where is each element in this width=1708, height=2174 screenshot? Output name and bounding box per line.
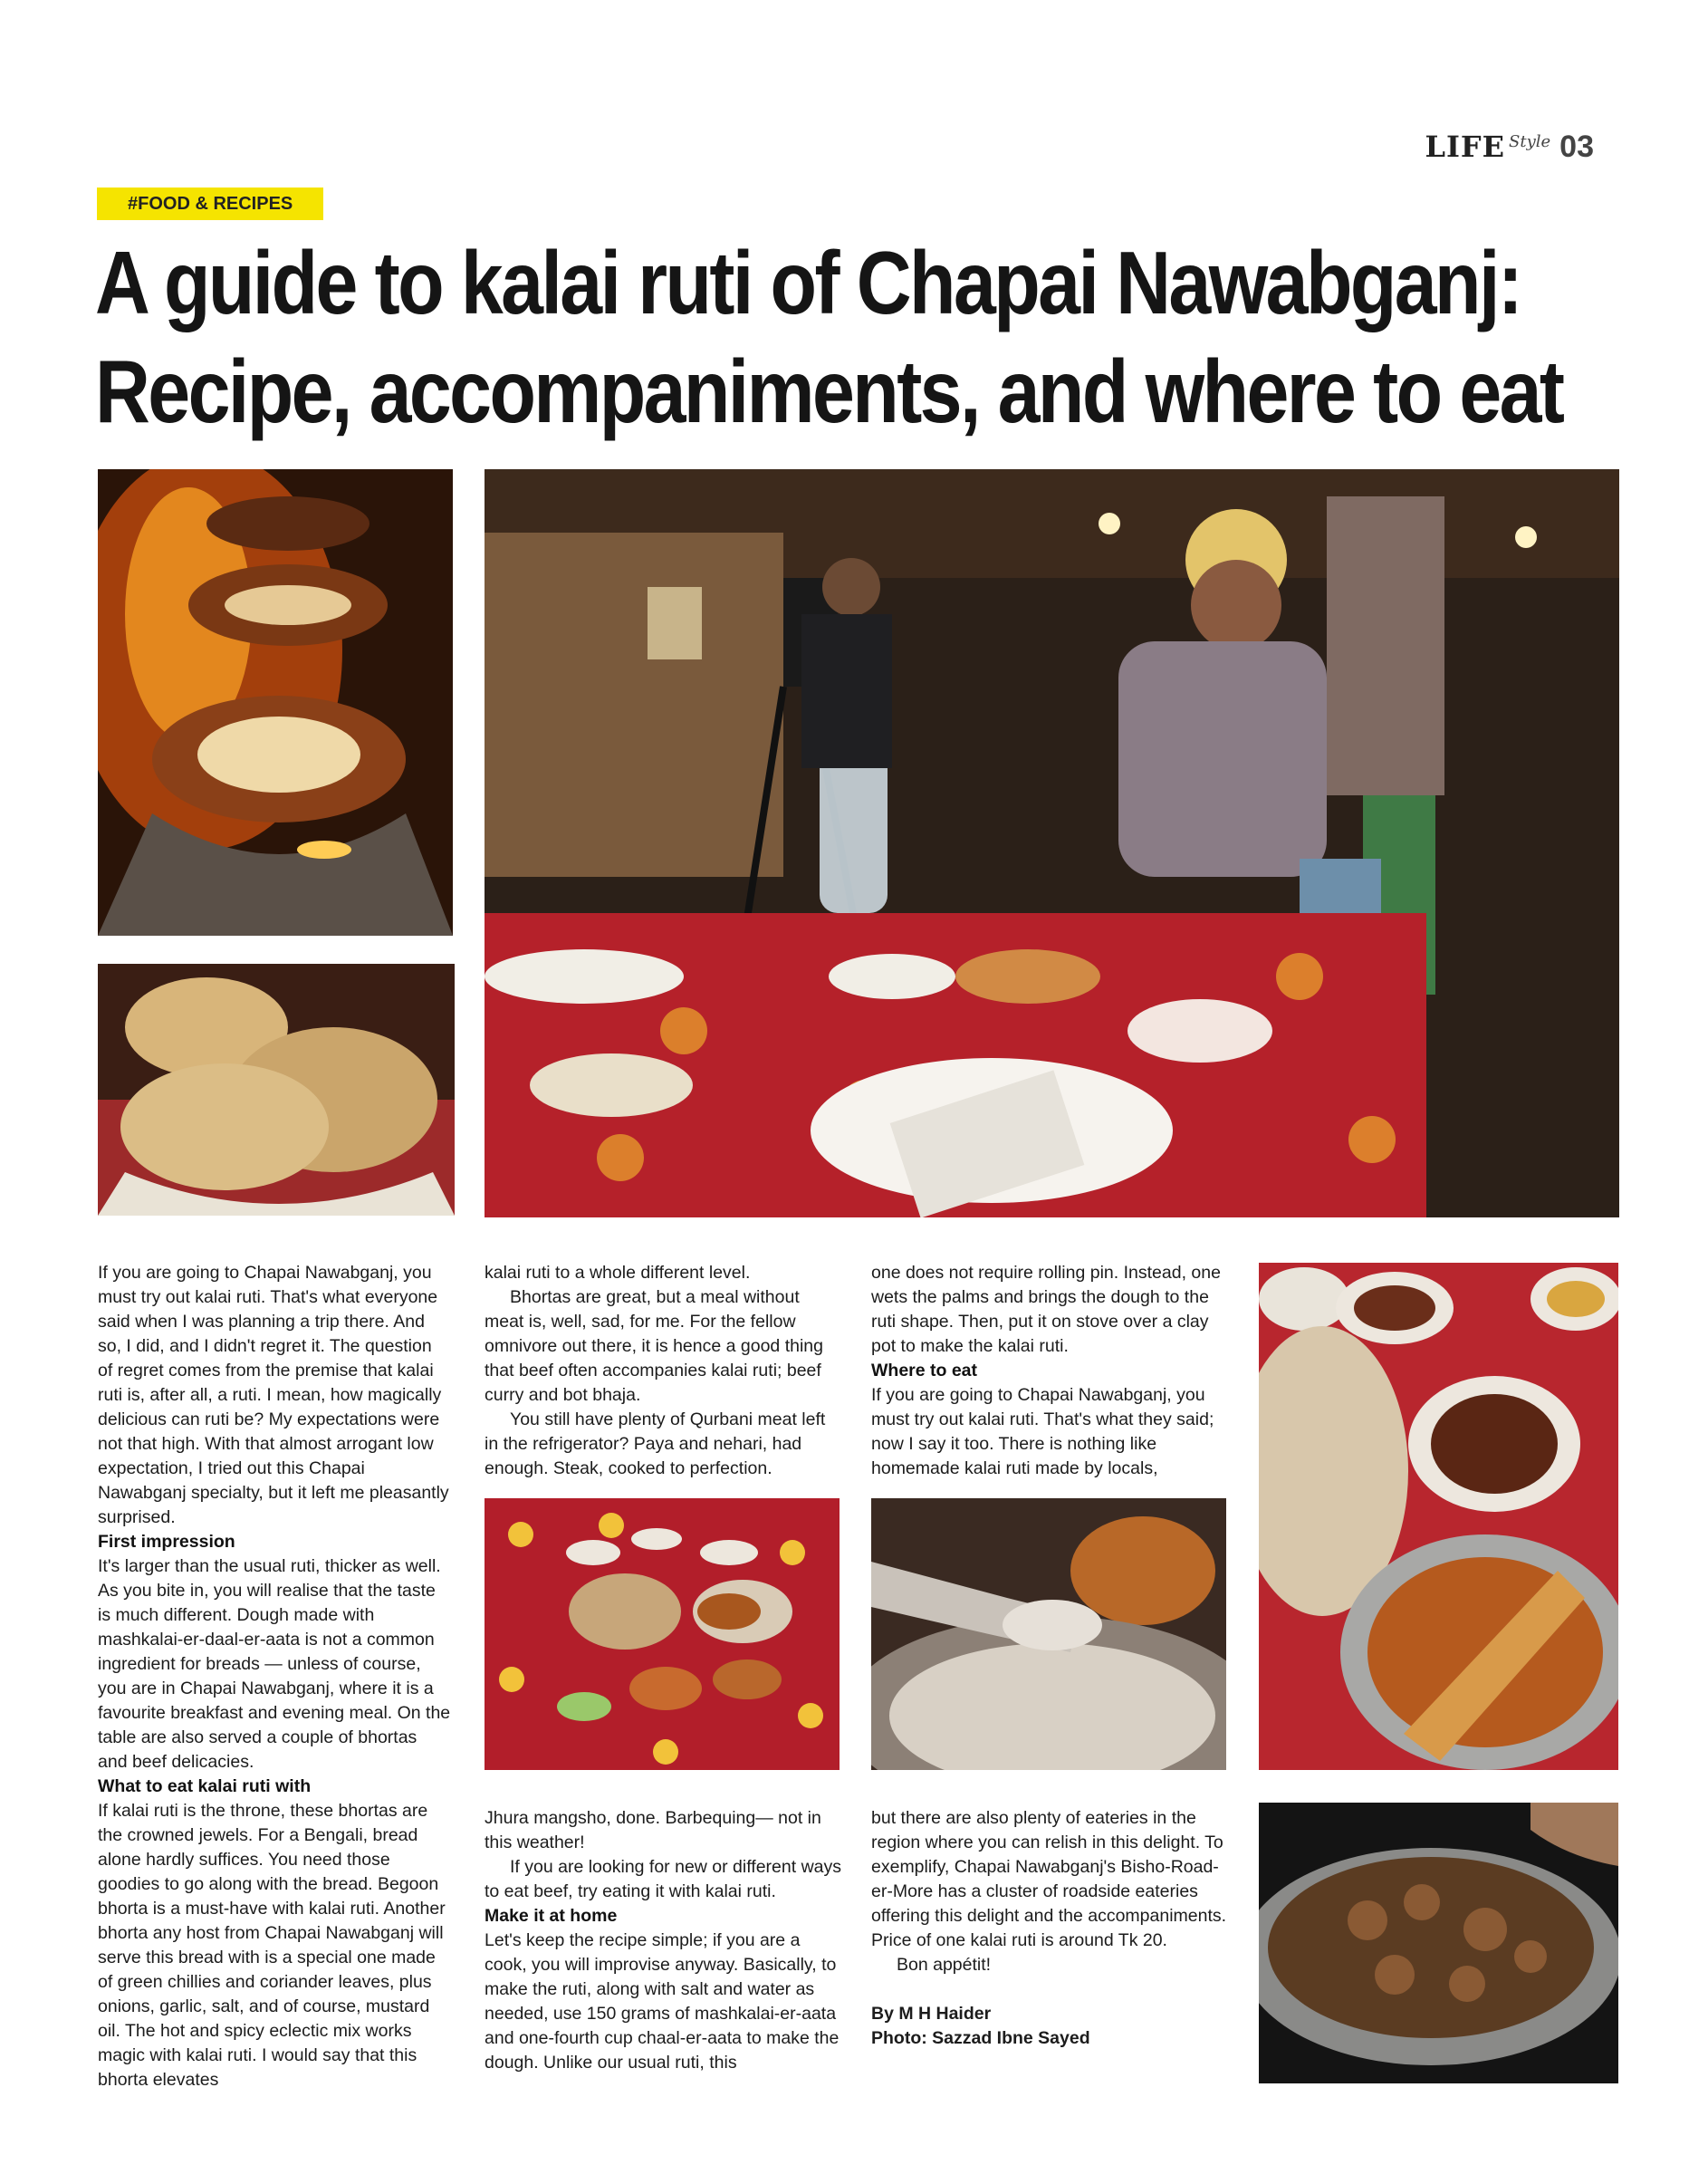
byline: By M H Haider [871,2004,992,2024]
brand-style: Style [1509,132,1551,151]
col1-paragraph-3: If kalai ruti is the throne, these bhortas are the crowned jewels. For a Bengali, bread alone hardly suffices. You need those goodies to go along with the bread. Begoon bhorta is a must-have with kalai ruti. Another bhorta any host from Chapai Nawabganj will serve this bread with is a special one made of green chillies and coriander leaves, plus onions, garlic, salt, and of course, mustard oil. The hot and spicy eclectic mix works magic with kalai ruti. I would say that this bhorta elevates [98,1801,446,2090]
col2-paragraph-1: kalai ruti to a whole different level. [485,1263,751,1283]
subheading-first-impression: First impression [98,1532,235,1552]
photo-clay-pot-fire [98,469,453,936]
col3-paragraph-1: one does not require rolling pin. Instead, one wets the palms and brings the dough to the ruti shape. Then, put it on stove over a clay pot to make the kalai ruti. [871,1263,1221,1356]
section-tag: #FOOD & RECIPES [97,188,323,220]
photo-beef-curry [1259,1263,1618,1770]
col3-paragraph-2: If you are going to Chapai Nawabganj, you must try out kalai ruti. That's what they said; now I say it too. There is nothing like homemade kalai ruti made by locals, [871,1385,1214,1478]
subheading-make-it-at-home: Make it at home [485,1906,618,1926]
photo-beef-bhaja [1259,1803,1618,2083]
col1-paragraph-2: It's larger than the usual ruti, thicker as well. As you bite in, you will realise that the taste is much different. Dough made with mashkalai-er-daal-er-aata is not a common ingredient for breads — unless of course, you are in Chapai Nawabganj, where it is a favourite breakfast and evening meal. On the table are also served a couple of bhortas and beef delicacies. [98,1556,451,1772]
col2-paragraph-3: You still have plenty of Qurbani meat left in the refrigerator? Paya and nehari, had enough. Steak, cooked to perfection. [485,1409,826,1478]
headline-line-1: A guide to kalai ruti of Chapai Nawabganj: [95,233,1521,332]
col1-paragraph-1: If you are going to Chapai Nawabganj, you must try out kalai ruti. That's what everyone said when I was planning a trip there. And so, I did, and I didn't regret it. The question of regret comes from the premise that kalai ruti is, after all, a ruti. I mean, how magically delicious can ruti be? My expectations were not that high. With that almost arrogant low expectation, I tried out this Chapai Nawabganj specialty, but it left me pleasantly surprised. [98,1263,449,1527]
headline-line-2: Recipe, accompaniments, and where to eat [95,341,1563,441]
photo-table-spread [485,1498,840,1770]
photo-ruti-basket [98,964,455,1216]
subheading-where-to-eat: Where to eat [871,1361,978,1380]
brand-logo: LIFE [1425,130,1506,164]
photo-credit: Photo: Sazzad Ibne Sayed [871,2028,1090,2048]
subheading-what-to-eat: What to eat kalai ruti with [98,1776,312,1796]
page-number: 03 [1559,129,1594,164]
article-column-1 [98,1261,451,2092]
photo-dough [871,1498,1226,1770]
col3-paragraph-4: Bon appétit! [897,1955,992,1975]
article-column-3-bottom [871,1806,1229,2051]
headline [95,228,1622,446]
col2-paragraph-4: Jhura mangsho, done. Barbequing— not in this weather! [485,1808,821,1852]
col2-paragraph-2: Bhortas are great, but a meal without meat is, well, sad, for me. For the fellow omnivore out there, it is hence a good thing that beef often accompanies kalai ruti; beef curry and bot bhaja. [485,1287,823,1405]
article-column-3-top [871,1261,1229,1481]
col3-paragraph-3: but there are also plenty of eateries in the region where you can relish in this delight. To exemplify, Chapai Nawabganj's Bisho-Road-er-More has a cluster of roadside eateries offering this delight and the accompaniments. Price of one kalai ruti is around Tk 20. [871,1808,1227,1950]
article-column-2-top [485,1261,842,1481]
col2-paragraph-5: If you are looking for new or different ways to eat beef, try eating it with kalai ruti. [485,1857,841,1901]
article-column-2-bottom [485,1806,842,2075]
col2-paragraph-6: Let's keep the recipe simple; if you are a cook, you will improvise anyway. Basically, to make the ruti, along with salt and water as needed, use 150 grams of mashkalai-er-aata and one-fourth cup chaal-er-aata to make the dough. Unlike our usual ruti, this [485,1930,840,2073]
spacer [871,1977,1229,2002]
photo-man-eating [485,469,1619,1217]
masthead [1425,127,1594,167]
